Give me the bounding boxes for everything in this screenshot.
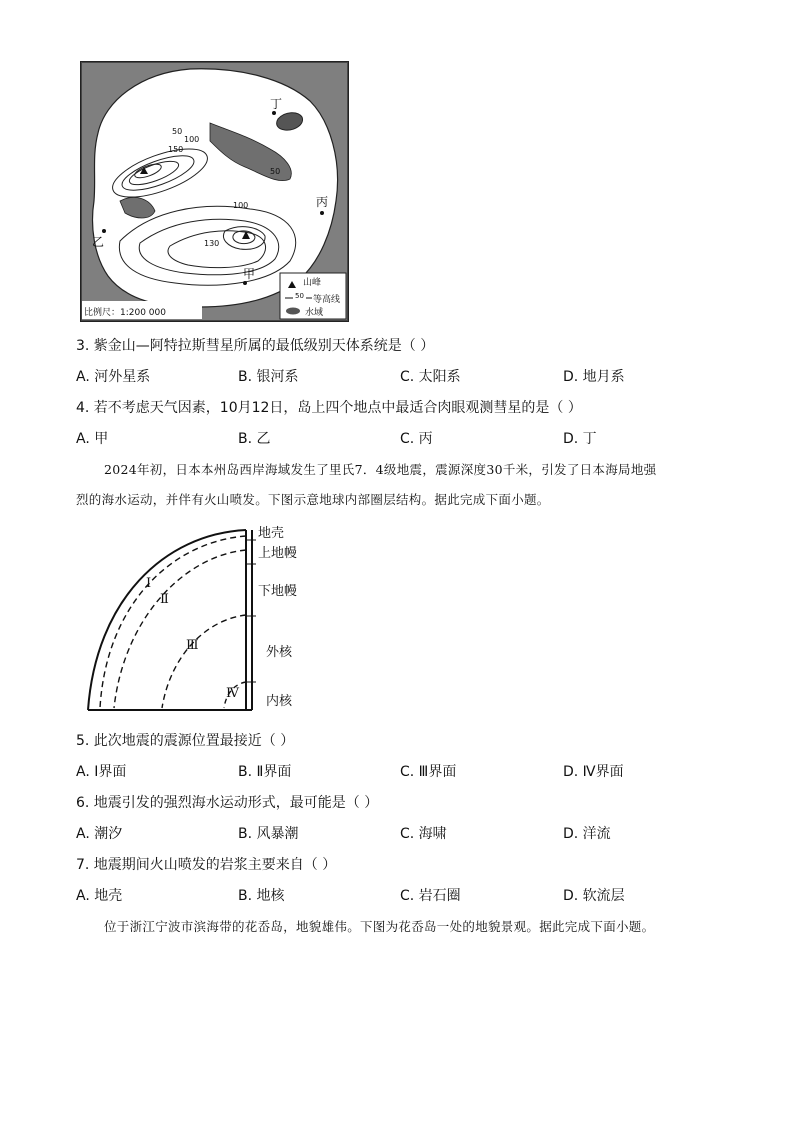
place-ding: 丁 [270,97,283,111]
question-3-stem: 3. 紫金山—阿特拉斯彗星所属的最低级别天体系统是（ ） [76,338,435,354]
legend-peak: 山峰 [303,278,322,288]
question-4-option-a[interactable]: A. 甲 [76,431,109,447]
legend-water: 水域 [305,308,324,318]
question-4-stem: 4. 若不考虑天气因素，10月12日，岛上四个地点中最适合肉眼观测彗星的是（ ） [76,400,582,416]
question-4-option-b[interactable]: B. 乙 [238,431,271,447]
map-scale: 比例尺：1:200 000 [84,308,166,318]
contour-label: 100 [233,201,249,210]
contour-label: 130 [204,239,220,248]
question-7-option-c[interactable]: C. 岩石圈 [400,888,461,904]
question-3-option-d[interactable]: D. 地月系 [563,369,625,385]
interface-2-label: Ⅱ [160,592,169,607]
legend-contour: 等高线 [313,295,341,305]
layer-lower-mantle: 下地幔 [258,584,298,599]
question-5-option-b[interactable]: B. Ⅱ界面 [238,764,292,780]
question-7-stem: 7. 地震期间火山喷发的岩浆主要来自（ ） [76,857,337,873]
question-5-stem: 5. 此次地震的震源位置最接近（ ） [76,733,295,749]
question-4-option-c[interactable]: C. 丙 [400,431,433,447]
question-6-option-a[interactable]: A. 潮汐 [76,826,123,842]
question-7-option-b[interactable]: B. 地核 [238,888,285,904]
place-bing: 丙 [316,195,329,209]
island-passage: 位于浙江宁波市滨海带的花岙岛，地貌雄伟。下图为花岙岛一处的地貌景观。据此完成下面小题。 [104,919,655,934]
question-6-option-c[interactable]: C. 海啸 [400,826,447,842]
question-5-option-c[interactable]: C. Ⅲ界面 [400,764,457,780]
legend-contour-value: 50 [295,292,304,300]
earthquake-passage-line-2: 烈的海水运动，并伴有火山喷发。下图示意地球内部圈层结构。据此完成下面小题。 [76,492,550,507]
layer-outer-core: 外核 [266,645,293,660]
layer-upper-mantle: 上地幔 [258,546,298,561]
interface-4-label: Ⅳ [226,686,239,701]
question-3-option-c[interactable]: C. 太阳系 [400,369,461,385]
question-3-option-b[interactable]: B. 银河系 [238,369,299,385]
place-yi: 乙 [92,235,105,249]
question-4-option-d[interactable]: D. 丁 [563,431,597,447]
contour-label: 50 [172,127,183,136]
question-6-option-b[interactable]: B. 风暴潮 [238,826,299,842]
contour-label: 50 [270,167,281,176]
question-7-option-d[interactable]: D. 软流层 [563,888,625,904]
question-6-option-d[interactable]: D. 洋流 [563,826,611,842]
contour-label: 150 [168,145,184,154]
question-5-option-d[interactable]: D. Ⅳ界面 [563,764,624,780]
earthquake-passage-line-1: 2024年初，日本本州岛西岸海域发生了里氏7．4级地震，震源深度30千米，引发了日本海局地强 [104,462,657,477]
question-3-option-a[interactable]: A. 河外星系 [76,369,151,385]
question-5-option-a[interactable]: A. Ⅰ界面 [76,764,127,780]
interface-1-label: Ⅰ [146,576,152,591]
layer-crust: 地壳 [258,526,285,541]
layer-inner-core: 内核 [266,694,293,709]
place-jia: 甲 [243,267,256,281]
question-7-option-a[interactable]: A. 地壳 [76,888,123,904]
question-6-stem: 6. 地震引发的强烈海水运动形式，最可能是（ ） [76,795,379,811]
interface-3-label: Ⅲ [186,638,199,653]
contour-label: 100 [184,135,200,144]
